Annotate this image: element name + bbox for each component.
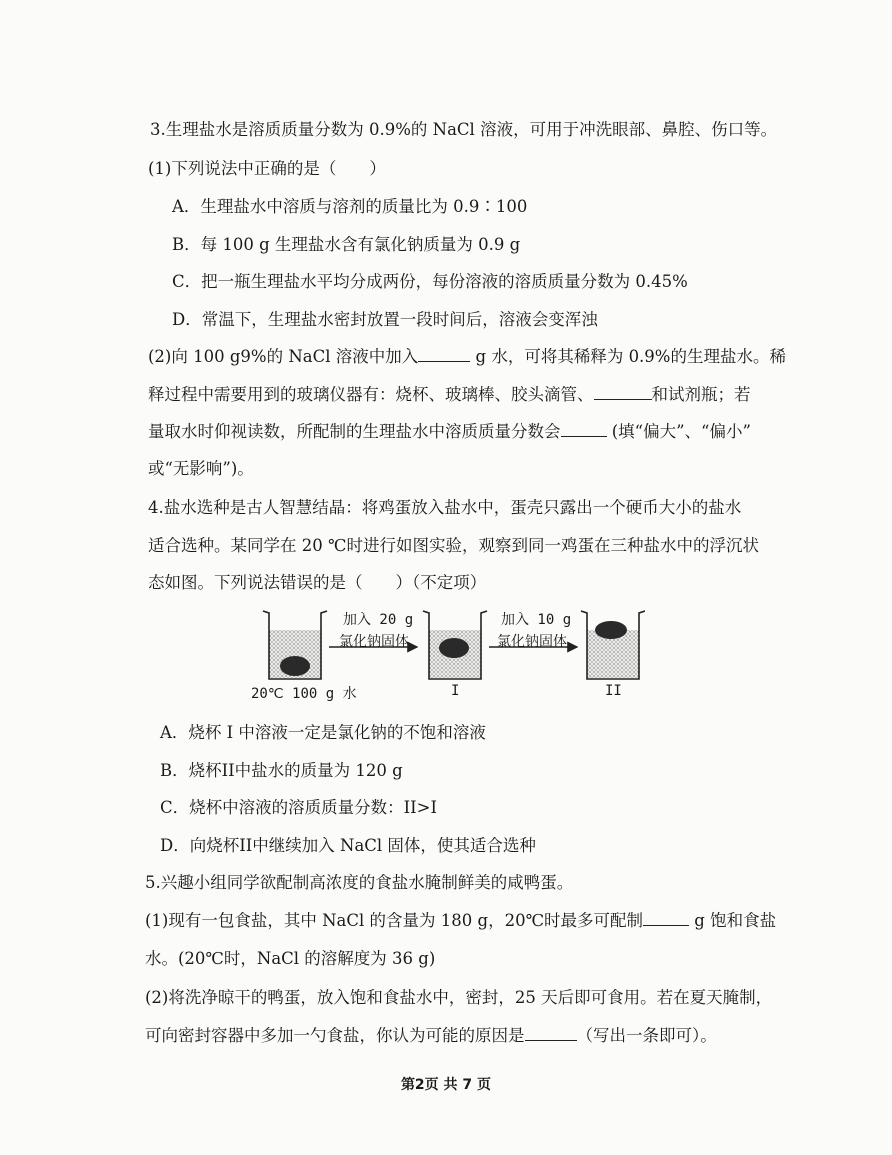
egg-sunk bbox=[280, 656, 310, 676]
egg-floating bbox=[595, 621, 627, 639]
beaker1-label: I bbox=[451, 683, 460, 699]
q4-option-b: B．烧杯II中盐水的质量为 120 g bbox=[160, 761, 403, 780]
q4-stem-line2: 适合选种。某同学在 20 ℃时进行如图实验，观察到同一鸡蛋在三种盐水中的浮沉状 bbox=[148, 536, 759, 555]
beaker-0 bbox=[263, 611, 327, 679]
egg-suspended bbox=[439, 638, 469, 658]
answer-blank[interactable] bbox=[525, 1026, 577, 1041]
beaker-2 bbox=[581, 611, 645, 679]
q3-option-a: A．生理盐水中溶质与溶剂的质量比为 0.9∶100 bbox=[172, 197, 528, 216]
answer-blank[interactable] bbox=[561, 422, 607, 437]
q4-stem-line1: 4.盐水选种是古人智慧结晶：将鸡蛋放入盐水中，蛋壳只露出一个硬币大小的盐水 bbox=[148, 498, 742, 517]
q3-option-c: C．把一瓶生理盐水平均分成两份，每份溶液的溶质质量分数为 0.45% bbox=[172, 272, 688, 291]
q3-option-d: D．常温下，生理盐水密封放置一段时间后，溶液会变浑浊 bbox=[172, 310, 598, 329]
q4-option-c: C．烧杯中溶液的溶质质量分数：II>I bbox=[160, 798, 438, 817]
q3-part2-line1: (2)向 100 g9%的 NaCl 溶液中加入 g 水，可将其稀释为 0.9%的生理盐水。稀 bbox=[148, 347, 786, 366]
beaker2-label: II bbox=[605, 683, 622, 699]
answer-blank[interactable] bbox=[418, 347, 470, 362]
q3-stem: 3.生理盐水是溶质质量分数为 0.9%的 NaCl 溶液，可用于冲洗眼部、鼻腔、伤口等。 bbox=[150, 120, 778, 139]
q5-part2-line2: 可向密封容器中多加一勺食盐，你认为可能的原因是 （写出一条即可）。 bbox=[145, 1026, 717, 1045]
arrow2-label-bottom: 氯化钠固体 bbox=[497, 634, 567, 650]
page-footer: 第2页 共 7 页 bbox=[400, 1077, 492, 1093]
q3-option-b: B．每 100 g 生理盐水含有氯化钠质量为 0.9 g bbox=[172, 235, 521, 254]
q4-stem-line3: 态如图。下列说法错误的是（ ）（不定项） bbox=[148, 573, 487, 592]
q3-part2-line2: 释过程中需要用到的玻璃仪器有：烧杯、玻璃棒、胶头滴管、 和试剂瓶；若 bbox=[148, 385, 751, 404]
arrow2-label-top: 加入 10 g bbox=[501, 612, 572, 628]
q5-part1-line1: (1)现有一包食盐，其中 NaCl 的含量为 180 g，20℃时最多可配制 g 饱和食盐 bbox=[145, 911, 777, 930]
answer-blank[interactable] bbox=[643, 911, 689, 926]
arrow1-label-top: 加入 20 g bbox=[343, 612, 414, 628]
q4-option-d: D．向烧杯II中继续加入 NaCl 固体，使其适合选种 bbox=[160, 836, 536, 855]
q3-part1: (1)下列说法中正确的是（ ） bbox=[148, 159, 386, 178]
arrow1-label-bottom: 氯化钠固体 bbox=[339, 634, 409, 650]
q4-option-a: A．烧杯 I 中溶液一定是氯化钠的不饱和溶液 bbox=[160, 723, 486, 742]
q5-stem: 5.兴趣小组同学欲配制高浓度的食盐水腌制鲜美的咸鸭蛋。 bbox=[145, 873, 574, 892]
q5-part1-line2: 水。(20℃时，NaCl 的溶解度为 36 g) bbox=[145, 949, 436, 968]
q3-part2-line3: 量取水时仰视读数，所配制的生理盐水中溶质质量分数会 (填“偏大”、“偏小” bbox=[148, 422, 751, 441]
beaker-experiment-figure bbox=[245, 603, 645, 703]
q3-part2-line4: 或“无影响”)。 bbox=[148, 459, 254, 478]
beaker-1 bbox=[423, 611, 487, 679]
beaker0-label: 20℃ 100 g 水 bbox=[251, 686, 357, 702]
answer-blank[interactable] bbox=[594, 385, 652, 400]
q5-part2-line1: (2)将洗净晾干的鸭蛋，放入饱和食盐水中，密封，25 天后即可食用。若在夏天腌制， bbox=[145, 988, 773, 1007]
